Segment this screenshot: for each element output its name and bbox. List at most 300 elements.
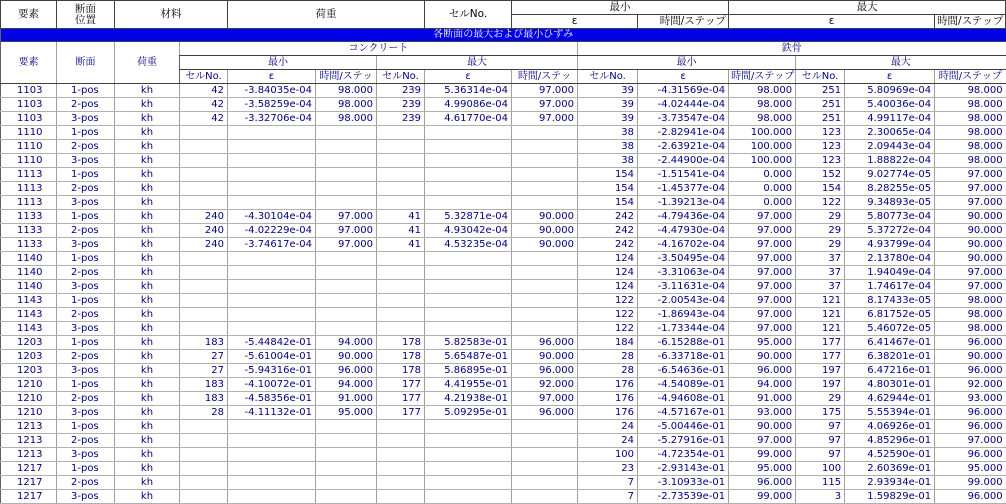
cell-steel-min-time: 97.000 xyxy=(729,252,796,266)
cell-concrete-max-time xyxy=(512,322,578,336)
cell-concrete-min-epsilon: -4.11132e-01 xyxy=(228,406,316,420)
cell-steel-min-cell: 124 xyxy=(578,252,638,266)
cell-concrete-min-epsilon xyxy=(228,154,316,168)
cell-section: 1-pos xyxy=(57,84,115,98)
cell-steel-min-cell: 154 xyxy=(578,168,638,182)
cell-concrete-max-epsilon: 5.86895e-01 xyxy=(425,364,512,378)
cell-steel-min-time: 0.000 xyxy=(729,182,796,196)
cell-concrete-max-time: 90.000 xyxy=(512,210,578,224)
table-row xyxy=(1,224,1006,238)
cell-concrete-min-time xyxy=(316,182,377,196)
cell-element: 1103 xyxy=(1,112,57,126)
cell-steel-max-epsilon: 4.99117e-04 xyxy=(845,112,935,126)
cell-concrete-max-cell: 41 xyxy=(377,238,425,252)
cell-steel-min-cell: 23 xyxy=(578,462,638,476)
cell-steel-max-epsilon: 5.37272e-04 xyxy=(845,224,935,238)
cell-steel-min-time: 95.000 xyxy=(729,336,796,350)
cell-concrete-max-time xyxy=(512,126,578,140)
cell-load: kh xyxy=(115,112,180,126)
subheader-epsilon: ε xyxy=(638,70,729,84)
cell-steel-max-cell: 37 xyxy=(796,266,845,280)
cell-element: 1213 xyxy=(1,434,57,448)
cell-steel-min-time: 97.000 xyxy=(729,434,796,448)
cell-element: 1140 xyxy=(1,252,57,266)
cell-element: 1143 xyxy=(1,322,57,336)
table-row xyxy=(1,266,1006,280)
cell-concrete-max-cell xyxy=(377,252,425,266)
table-row xyxy=(1,476,1006,490)
table-row xyxy=(1,364,1006,378)
table-banner: 各断面の最大および最小ひずみ xyxy=(1,29,1006,42)
table-row xyxy=(1,490,1006,504)
cell-concrete-max-epsilon xyxy=(425,266,512,280)
cell-steel-max-epsilon: 2.09443e-04 xyxy=(845,140,935,154)
cell-concrete-max-epsilon: 5.09295e-01 xyxy=(425,406,512,420)
cell-concrete-min-time: 98.000 xyxy=(316,98,377,112)
subheader-cell-no: セルNo. xyxy=(180,70,228,84)
cell-section: 3-pos xyxy=(57,196,115,210)
cell-concrete-min-time xyxy=(316,462,377,476)
cell-concrete-min-epsilon: -3.84035e-04 xyxy=(228,84,316,98)
cell-steel-min-epsilon: -1.45377e-04 xyxy=(638,182,729,196)
cell-concrete-min-time xyxy=(316,476,377,490)
cell-steel-max-epsilon: 2.13780e-04 xyxy=(845,252,935,266)
cell-concrete-min-cell xyxy=(180,434,228,448)
cell-section: 3-pos xyxy=(57,448,115,462)
cell-steel-min-time: 97.000 xyxy=(729,308,796,322)
cell-concrete-max-cell: 177 xyxy=(377,406,425,420)
cell-element: 1140 xyxy=(1,280,57,294)
cell-concrete-min-time xyxy=(316,140,377,154)
table-row xyxy=(1,392,1006,406)
cell-concrete-min-cell: 27 xyxy=(180,350,228,364)
cell-load: kh xyxy=(115,336,180,350)
cell-concrete-min-cell xyxy=(180,182,228,196)
cell-section: 1-pos xyxy=(57,126,115,140)
cell-concrete-max-time: 96.000 xyxy=(512,336,578,350)
cell-concrete-max-epsilon: 5.32871e-04 xyxy=(425,210,512,224)
table-row xyxy=(1,252,1006,266)
cell-concrete-min-epsilon: -4.02229e-04 xyxy=(228,224,316,238)
cell-concrete-max-cell xyxy=(377,476,425,490)
cell-section: 3-pos xyxy=(57,322,115,336)
cell-concrete-max-time: 96.000 xyxy=(512,406,578,420)
cell-steel-max-cell: 29 xyxy=(796,210,845,224)
cell-section: 3-pos xyxy=(57,280,115,294)
cell-load: kh xyxy=(115,406,180,420)
cell-section: 3-pos xyxy=(57,364,115,378)
cell-steel-max-epsilon: 8.28255e-05 xyxy=(845,182,935,196)
cell-steel-min-epsilon: -4.94608e-01 xyxy=(638,392,729,406)
cell-concrete-min-time xyxy=(316,434,377,448)
cell-concrete-min-cell xyxy=(180,126,228,140)
cell-concrete-max-cell: 239 xyxy=(377,112,425,126)
cell-concrete-min-epsilon xyxy=(228,490,316,504)
subheader-epsilon: ε xyxy=(845,70,935,84)
cell-concrete-min-cell: 240 xyxy=(180,224,228,238)
cell-steel-max-cell: 123 xyxy=(796,154,845,168)
cell-steel-max-cell: 100 xyxy=(796,462,845,476)
cell-concrete-max-time: 92.000 xyxy=(512,378,578,392)
cell-load: kh xyxy=(115,434,180,448)
cell-concrete-min-epsilon xyxy=(228,294,316,308)
cell-steel-max-epsilon: 6.81752e-05 xyxy=(845,308,935,322)
cell-concrete-max-epsilon xyxy=(425,182,512,196)
cell-steel-min-time: 99.000 xyxy=(729,448,796,462)
header-material: 材料 xyxy=(115,1,228,29)
cell-steel-min-time: 100.000 xyxy=(729,126,796,140)
cell-steel-max-epsilon: 1.59829e-01 xyxy=(845,490,935,504)
table-row xyxy=(1,210,1006,224)
cell-element: 1210 xyxy=(1,378,57,392)
cell-concrete-min-cell xyxy=(180,448,228,462)
cell-element: 1213 xyxy=(1,420,57,434)
cell-concrete-min-cell xyxy=(180,252,228,266)
header-max: 最大 xyxy=(729,1,1006,15)
cell-load: kh xyxy=(115,140,180,154)
cell-concrete-min-epsilon xyxy=(228,476,316,490)
cell-steel-min-time: 0.000 xyxy=(729,168,796,182)
cell-concrete-max-epsilon xyxy=(425,308,512,322)
cell-steel-max-epsilon: 8.17433e-05 xyxy=(845,294,935,308)
cell-steel-max-epsilon: 4.80301e-01 xyxy=(845,378,935,392)
cell-section: 2-pos xyxy=(57,350,115,364)
cell-concrete-max-epsilon: 4.53235e-04 xyxy=(425,238,512,252)
cell-steel-min-time: 97.000 xyxy=(729,266,796,280)
cell-concrete-max-cell: 178 xyxy=(377,364,425,378)
cell-concrete-min-epsilon xyxy=(228,140,316,154)
cell-concrete-max-epsilon xyxy=(425,126,512,140)
cell-steel-min-time: 97.000 xyxy=(729,280,796,294)
cell-concrete-min-time xyxy=(316,252,377,266)
subheader-epsilon: ε xyxy=(228,70,316,84)
cell-steel-max-time: 98.000 xyxy=(935,140,1006,154)
cell-steel-min-time: 97.000 xyxy=(729,224,796,238)
cell-section: 1-pos xyxy=(57,378,115,392)
cell-steel-min-cell: 38 xyxy=(578,140,638,154)
cell-steel-min-cell: 24 xyxy=(578,434,638,448)
cell-concrete-max-epsilon: 4.61770e-04 xyxy=(425,112,512,126)
cell-section: 2-pos xyxy=(57,224,115,238)
cell-concrete-min-time: 98.000 xyxy=(316,112,377,126)
cell-load: kh xyxy=(115,448,180,462)
cell-steel-max-time: 98.000 xyxy=(935,98,1006,112)
cell-steel-min-epsilon: -3.31063e-04 xyxy=(638,266,729,280)
cell-concrete-max-cell xyxy=(377,462,425,476)
cell-steel-min-epsilon: -1.73344e-04 xyxy=(638,322,729,336)
cell-concrete-max-cell xyxy=(377,266,425,280)
cell-concrete-min-time xyxy=(316,196,377,210)
header-load: 荷重 xyxy=(228,1,425,29)
cell-concrete-min-time: 97.000 xyxy=(316,238,377,252)
cell-concrete-min-time xyxy=(316,126,377,140)
cell-section: 2-pos xyxy=(57,182,115,196)
cell-load: kh xyxy=(115,294,180,308)
subheader-cell-no: セルNo. xyxy=(377,70,425,84)
cell-section: 1-pos xyxy=(57,462,115,476)
cell-load: kh xyxy=(115,98,180,112)
table-row xyxy=(1,322,1006,336)
cell-concrete-max-epsilon xyxy=(425,196,512,210)
cell-concrete-max-cell: 177 xyxy=(377,378,425,392)
cell-concrete-min-epsilon: -4.30104e-04 xyxy=(228,210,316,224)
cell-steel-max-cell: 175 xyxy=(796,406,845,420)
cell-section: 2-pos xyxy=(57,140,115,154)
cell-steel-min-time: 98.000 xyxy=(729,98,796,112)
cell-concrete-max-epsilon xyxy=(425,280,512,294)
cell-concrete-min-epsilon: -5.61004e-01 xyxy=(228,350,316,364)
table-row xyxy=(1,84,1006,98)
cell-load: kh xyxy=(115,196,180,210)
cell-element: 1217 xyxy=(1,476,57,490)
cell-concrete-max-time xyxy=(512,154,578,168)
cell-load: kh xyxy=(115,266,180,280)
cell-load: kh xyxy=(115,392,180,406)
cell-steel-min-time: 97.000 xyxy=(729,294,796,308)
cell-element: 1140 xyxy=(1,266,57,280)
cell-concrete-max-epsilon xyxy=(425,252,512,266)
cell-steel-min-cell: 7 xyxy=(578,490,638,504)
cell-concrete-min-epsilon xyxy=(228,448,316,462)
cell-concrete-max-cell xyxy=(377,448,425,462)
cell-steel-max-cell: 3 xyxy=(796,490,845,504)
cell-steel-max-epsilon: 2.60369e-01 xyxy=(845,462,935,476)
cell-concrete-min-epsilon xyxy=(228,196,316,210)
cell-steel-min-cell: 24 xyxy=(578,420,638,434)
cell-load: kh xyxy=(115,476,180,490)
cell-load: kh xyxy=(115,182,180,196)
cell-concrete-max-cell: 41 xyxy=(377,210,425,224)
cell-steel-min-time: 90.000 xyxy=(729,420,796,434)
cell-concrete-min-epsilon xyxy=(228,126,316,140)
cell-steel-max-epsilon: 5.40036e-04 xyxy=(845,98,935,112)
cell-concrete-max-epsilon xyxy=(425,420,512,434)
cell-steel-max-cell: 251 xyxy=(796,98,845,112)
cell-concrete-max-time xyxy=(512,420,578,434)
cell-steel-min-epsilon: -1.51541e-04 xyxy=(638,168,729,182)
subheader-concrete: コンクリート xyxy=(180,42,578,56)
table-row xyxy=(1,126,1006,140)
cell-concrete-max-time xyxy=(512,168,578,182)
cell-steel-max-epsilon: 4.06926e-01 xyxy=(845,420,935,434)
cell-steel-max-cell: 121 xyxy=(796,322,845,336)
cell-concrete-min-epsilon xyxy=(228,182,316,196)
cell-steel-max-time: 98.000 xyxy=(935,84,1006,98)
cell-concrete-max-time xyxy=(512,308,578,322)
subheader-load: 荷重 xyxy=(115,42,180,84)
cell-concrete-max-epsilon: 4.93042e-04 xyxy=(425,224,512,238)
cell-steel-min-epsilon: -3.50495e-04 xyxy=(638,252,729,266)
cell-steel-max-cell: 29 xyxy=(796,238,845,252)
cell-concrete-max-time: 97.000 xyxy=(512,98,578,112)
cell-steel-min-cell: 122 xyxy=(578,294,638,308)
cell-element: 1113 xyxy=(1,182,57,196)
cell-steel-max-cell: 152 xyxy=(796,168,845,182)
cell-steel-max-cell: 97 xyxy=(796,434,845,448)
cell-steel-min-cell: 39 xyxy=(578,112,638,126)
cell-steel-min-time: 97.000 xyxy=(729,210,796,224)
cell-load: kh xyxy=(115,378,180,392)
cell-concrete-max-time: 97.000 xyxy=(512,84,578,98)
subheader-epsilon: ε xyxy=(425,70,512,84)
sub-header xyxy=(1,42,1006,84)
cell-steel-max-time: 96.000 xyxy=(935,420,1006,434)
cell-steel-min-epsilon: -4.57167e-01 xyxy=(638,406,729,420)
table-row xyxy=(1,378,1006,392)
table-row xyxy=(1,112,1006,126)
cell-section: 3-pos xyxy=(57,154,115,168)
cell-steel-max-time: 95.000 xyxy=(935,462,1006,476)
cell-load: kh xyxy=(115,350,180,364)
table-row xyxy=(1,420,1006,434)
cell-concrete-min-time xyxy=(316,294,377,308)
cell-steel-max-time: 97.000 xyxy=(935,196,1006,210)
cell-load: kh xyxy=(115,210,180,224)
cell-steel-min-cell: 176 xyxy=(578,392,638,406)
cell-load: kh xyxy=(115,126,180,140)
cell-steel-max-cell: 197 xyxy=(796,364,845,378)
cell-steel-min-epsilon: -2.73539e-01 xyxy=(638,490,729,504)
cell-concrete-max-epsilon: 4.21938e-01 xyxy=(425,392,512,406)
cell-concrete-max-epsilon xyxy=(425,322,512,336)
cell-steel-max-time: 98.000 xyxy=(935,126,1006,140)
cell-steel-max-epsilon: 5.80969e-04 xyxy=(845,84,935,98)
cell-concrete-max-epsilon xyxy=(425,154,512,168)
cell-steel-min-cell: 28 xyxy=(578,350,638,364)
header-min: 最小 xyxy=(512,1,729,15)
cell-section: 2-pos xyxy=(57,266,115,280)
cell-steel-min-cell: 242 xyxy=(578,224,638,238)
cell-concrete-min-time xyxy=(316,322,377,336)
cell-section: 3-pos xyxy=(57,490,115,504)
header-cell-no: セルNo. xyxy=(425,1,512,29)
cell-concrete-min-cell xyxy=(180,490,228,504)
cell-concrete-min-cell xyxy=(180,140,228,154)
cell-concrete-max-epsilon xyxy=(425,140,512,154)
cell-section: 3-pos xyxy=(57,112,115,126)
cell-steel-min-time: 93.000 xyxy=(729,406,796,420)
cell-steel-min-epsilon: -4.47930e-04 xyxy=(638,224,729,238)
subheader-time-step: 時間/ステッ xyxy=(316,70,377,84)
cell-load: kh xyxy=(115,308,180,322)
header-max-epsilon: ε xyxy=(729,15,935,29)
header-section-position: 断面 位置 xyxy=(57,1,115,29)
cell-concrete-min-epsilon xyxy=(228,266,316,280)
subheader-section: 断面 xyxy=(57,42,115,84)
cell-concrete-max-cell xyxy=(377,196,425,210)
cell-steel-max-epsilon: 6.38201e-01 xyxy=(845,350,935,364)
cell-steel-min-time: 0.000 xyxy=(729,196,796,210)
cell-section: 3-pos xyxy=(57,406,115,420)
cell-concrete-min-time: 96.000 xyxy=(316,364,377,378)
cell-steel-min-time: 96.000 xyxy=(729,364,796,378)
cell-steel-max-time: 90.000 xyxy=(935,238,1006,252)
cell-element: 1110 xyxy=(1,154,57,168)
cell-concrete-min-epsilon xyxy=(228,168,316,182)
cell-concrete-max-time xyxy=(512,182,578,196)
cell-load: kh xyxy=(115,420,180,434)
cell-load: kh xyxy=(115,490,180,504)
subheader-time-step: 時間/ステッ xyxy=(512,70,578,84)
cell-steel-min-cell: 38 xyxy=(578,154,638,168)
cell-steel-max-epsilon: 4.93799e-04 xyxy=(845,238,935,252)
cell-steel-max-time: 96.000 xyxy=(935,406,1006,420)
cell-steel-max-cell: 197 xyxy=(796,378,845,392)
header-max-time-step: 時間/ステップ xyxy=(935,15,1006,29)
cell-concrete-max-epsilon: 4.41955e-01 xyxy=(425,378,512,392)
cell-section: 1-pos xyxy=(57,336,115,350)
cell-concrete-min-cell xyxy=(180,154,228,168)
cell-concrete-min-cell: 240 xyxy=(180,210,228,224)
subheader-concrete-max: 最大 xyxy=(377,56,578,70)
cell-concrete-max-time xyxy=(512,140,578,154)
table-row xyxy=(1,154,1006,168)
cell-steel-min-epsilon: -2.93143e-01 xyxy=(638,462,729,476)
cell-concrete-max-time xyxy=(512,490,578,504)
cell-steel-min-cell: 100 xyxy=(578,448,638,462)
cell-steel-max-cell: 123 xyxy=(796,140,845,154)
cell-load: kh xyxy=(115,252,180,266)
cell-concrete-min-time: 90.000 xyxy=(316,350,377,364)
cell-section: 2-pos xyxy=(57,434,115,448)
subheader-cell-no: セルNo. xyxy=(578,70,638,84)
table-row xyxy=(1,434,1006,448)
cell-concrete-min-cell xyxy=(180,322,228,336)
cell-concrete-min-epsilon xyxy=(228,308,316,322)
cell-steel-min-time: 99.000 xyxy=(729,490,796,504)
cell-steel-max-epsilon: 5.80773e-04 xyxy=(845,210,935,224)
cell-concrete-max-epsilon xyxy=(425,490,512,504)
cell-concrete-max-epsilon: 5.65487e-01 xyxy=(425,350,512,364)
header-element: 要素 xyxy=(1,1,57,29)
cell-steel-max-time: 99.000 xyxy=(935,476,1006,490)
cell-steel-min-time: 98.000 xyxy=(729,84,796,98)
cell-concrete-max-epsilon: 4.99086e-04 xyxy=(425,98,512,112)
cell-concrete-max-time xyxy=(512,434,578,448)
cell-steel-max-cell: 177 xyxy=(796,336,845,350)
cell-steel-max-epsilon: 2.93934e-01 xyxy=(845,476,935,490)
cell-steel-max-time: 97.000 xyxy=(935,266,1006,280)
cell-section: 1-pos xyxy=(57,210,115,224)
cell-concrete-min-time xyxy=(316,154,377,168)
cell-concrete-max-cell: 239 xyxy=(377,84,425,98)
cell-steel-max-time: 98.000 xyxy=(935,294,1006,308)
cell-steel-max-cell: 37 xyxy=(796,252,845,266)
cell-steel-min-cell: 124 xyxy=(578,266,638,280)
cell-concrete-min-time xyxy=(316,420,377,434)
table-body xyxy=(1,84,1006,504)
cell-section: 2-pos xyxy=(57,476,115,490)
cell-steel-max-time: 92.000 xyxy=(935,378,1006,392)
subheader-time-step: 時間/ステップ xyxy=(729,70,796,84)
cell-load: kh xyxy=(115,238,180,252)
cell-concrete-max-epsilon: 5.36314e-04 xyxy=(425,84,512,98)
cell-steel-min-epsilon: -4.54089e-01 xyxy=(638,378,729,392)
subheader-steel: 鉄骨 xyxy=(578,42,1006,56)
cell-element: 1210 xyxy=(1,406,57,420)
cell-concrete-min-cell: 183 xyxy=(180,392,228,406)
cell-concrete-min-time xyxy=(316,266,377,280)
cell-concrete-max-epsilon xyxy=(425,448,512,462)
cell-concrete-min-cell xyxy=(180,420,228,434)
cell-steel-max-time: 97.000 xyxy=(935,434,1006,448)
cell-concrete-max-cell xyxy=(377,420,425,434)
cell-concrete-max-time xyxy=(512,476,578,490)
cell-steel-max-epsilon: 1.88822e-04 xyxy=(845,154,935,168)
cell-concrete-min-epsilon: -4.58356e-01 xyxy=(228,392,316,406)
cell-element: 1133 xyxy=(1,210,57,224)
cell-steel-min-cell: 242 xyxy=(578,210,638,224)
